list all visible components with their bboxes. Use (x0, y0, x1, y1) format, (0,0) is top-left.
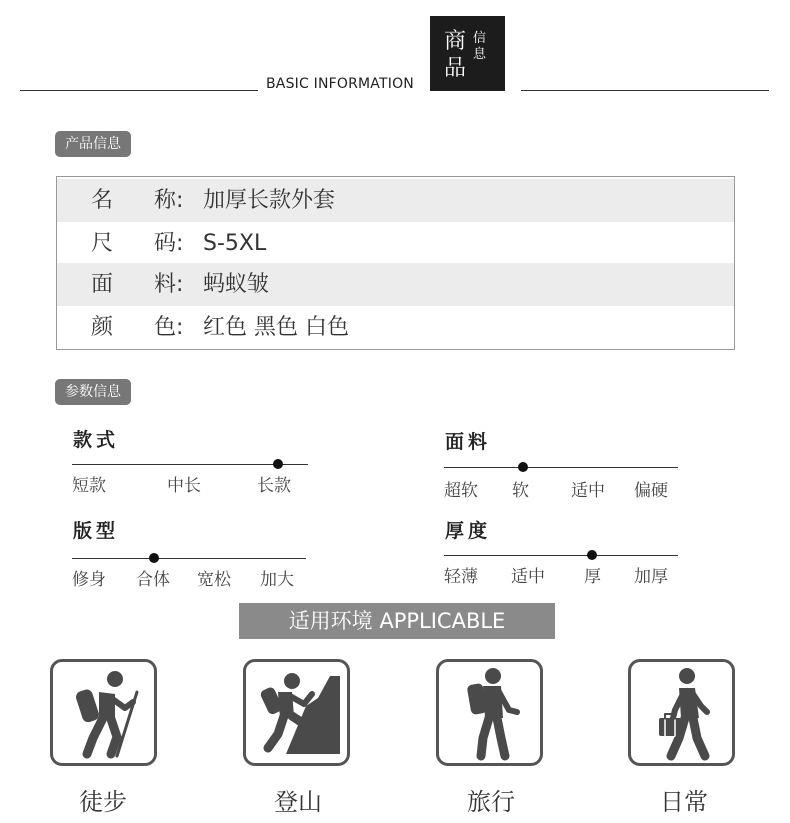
header-line-right (521, 90, 769, 91)
row-label-2: 料: (154, 272, 184, 297)
param-fabric-option: 适中 (571, 481, 605, 501)
row-label-2: 码: (154, 231, 184, 256)
row-value: 蚂蚁皱 (203, 272, 270, 297)
backpacker-icon (436, 659, 543, 766)
product-info-tag: 产品信息 (55, 131, 131, 157)
param-thickness-option: 轻薄 (444, 567, 478, 587)
row-label-1: 尺 (91, 231, 114, 256)
commuter-icon (628, 659, 735, 766)
param-thickness-option: 厚 (584, 567, 601, 587)
param-style-option: 短款 (72, 476, 106, 496)
param-thickness-title: 厚度 (445, 520, 492, 542)
param-fabric-scale (444, 467, 678, 468)
param-fit-marker (149, 553, 159, 563)
param-fabric-title: 面料 (445, 431, 492, 453)
applicable-label: 登山 (274, 788, 322, 816)
param-thickness-scale (444, 555, 678, 556)
params-info-tag: 参数信息 (55, 379, 131, 405)
row-value: 红色 黑色 白色 (203, 315, 349, 340)
table-row (57, 263, 734, 306)
header-logo (430, 16, 505, 91)
param-fit-option: 宽松 (197, 570, 231, 590)
param-style-option: 长款 (257, 476, 291, 496)
param-fit-option: 合体 (136, 570, 170, 590)
product-info-table (56, 176, 735, 350)
row-value: S-5XL (203, 231, 267, 256)
param-fabric-option: 软 (512, 481, 529, 501)
table-row (57, 222, 734, 265)
table-row (57, 179, 734, 222)
climbing-icon (243, 659, 350, 766)
hiking-icon (50, 659, 157, 766)
param-style-marker (273, 459, 283, 469)
row-label-2: 色: (154, 315, 184, 340)
param-fit-title: 版型 (73, 520, 120, 542)
header-subtitle: BASIC INFORMATION (266, 76, 414, 92)
param-style-title: 款式 (73, 429, 120, 451)
applicable-label: 日常 (660, 788, 708, 816)
row-label-2: 称: (154, 188, 184, 213)
logo-big-text: 商品 (444, 29, 467, 81)
param-thickness-option: 加厚 (634, 567, 668, 587)
row-value: 加厚长款外套 (203, 188, 336, 213)
param-fit-scale (72, 558, 306, 559)
row-label-1: 名 (91, 188, 114, 213)
row-label-1: 面 (91, 272, 114, 297)
param-fit-option: 修身 (72, 570, 106, 590)
param-fabric-option: 偏硬 (634, 481, 668, 501)
param-thickness-marker (587, 550, 597, 560)
row-label-1: 颜 (91, 315, 114, 340)
param-fabric-option: 超软 (444, 481, 478, 501)
applicable-label: 旅行 (467, 788, 515, 816)
logo-small-text: 信息 (473, 31, 487, 62)
param-fit-option: 加大 (260, 570, 294, 590)
param-thickness-option: 适中 (511, 567, 545, 587)
param-style-option: 中长 (167, 476, 201, 496)
applicable-banner: 适用环境 APPLICABLE (239, 603, 555, 639)
table-row (57, 306, 734, 349)
header-line-left (20, 90, 258, 91)
param-fabric-marker (518, 462, 528, 472)
applicable-label: 徒步 (79, 788, 127, 816)
